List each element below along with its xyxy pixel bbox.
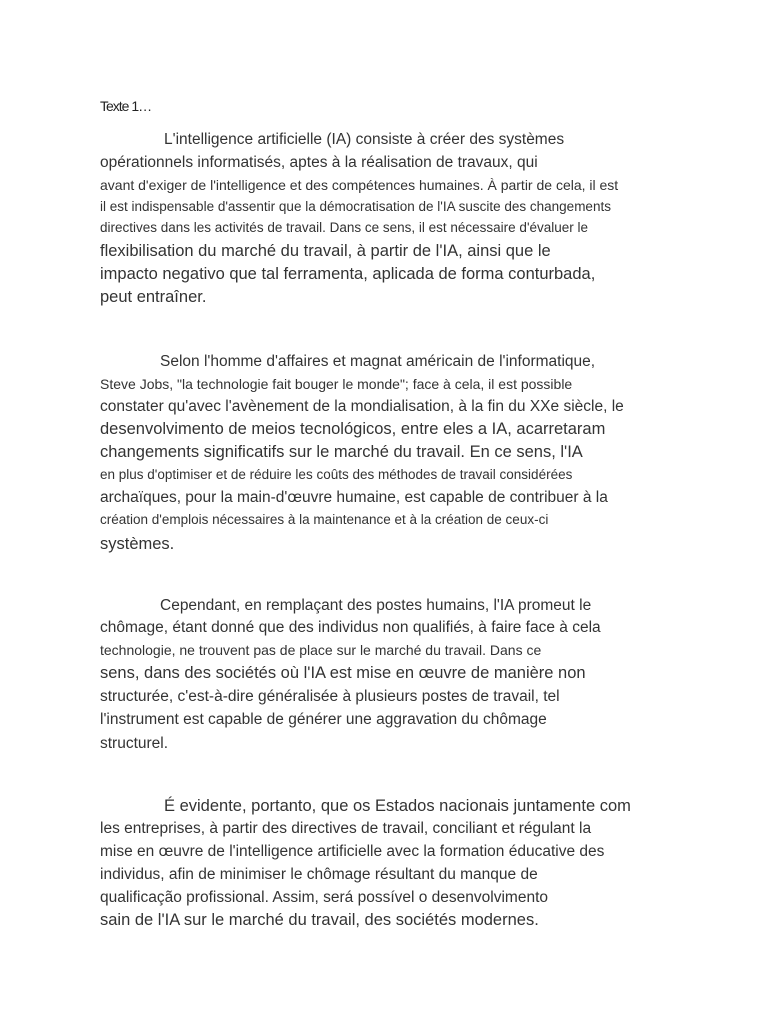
paragraph-1 [100,128,680,309]
paragraph-line: Steve Jobs, "la technologie fait bouger le monde"; face à cela, il est possible [100,376,573,392]
paragraph-4 [100,795,680,932]
paragraph-line: les entreprises, à partir des directives de travail, conciliant et régulant la [100,820,592,837]
paragraph-line: constater qu'avec l'avènement de la mondialisation, à la fin du XXe siècle, le [100,398,624,415]
paragraph-line: sens, dans des sociétés où l'IA est mise en œuvre de manière non [100,664,586,682]
paragraph-line: É evidente, portanto, que os Estados nacionais juntamente com [164,797,631,815]
paragraph-line: desenvolvimento de meios tecnológicos, entre eles a IA, acarretaram [100,420,606,438]
paragraph-line: mise en œuvre de l'intelligence artificielle avec la formation éducative des [100,843,605,860]
paragraph-line: création d'emplois nécessaires à la maintenance et à la création de ceux-ci [100,512,549,527]
paragraph-line: archaïques, pour la main-d'œuvre humaine, est capable de contribuer à la [100,489,608,506]
paragraph-line: individus, afin de minimiser le chômage résultant du manque de [100,866,538,883]
paragraph-line: directives dans les activités de travail. Dans ce sens, il est nécessaire d'évaluer le [100,220,589,235]
paragraph-line: changements significatifs sur le marché du travail. En ce sens, l'IA [100,443,583,461]
paragraph-line: avant d'exiger de l'intelligence et des compétences humaines. À partir de cela, il est [100,177,619,193]
paragraph-line: l'instrument est capable de générer une aggravation du chômage [100,711,547,728]
paragraph-line: peut entraîner. [100,288,207,306]
paragraph-line: chômage, étant donné que des individus non qualifiés, à faire face à cela [100,619,601,636]
paragraph-line: flexibilisation du marché du travail, à partir de l'IA, ainsi que le [100,242,551,260]
paragraph-line: structurée, c'est-à-dire généralisée à plusieurs postes de travail, tel [100,688,560,705]
document-title: Texte 1… [100,98,152,114]
paragraph-2 [100,350,680,557]
paragraph-line: L'intelligence artificielle (IA) consiste à créer des systèmes [164,131,565,148]
paragraph-line: Cependant, en remplaçant des postes humains, l'IA promeut le [160,597,592,614]
paragraph-line: Selon l'homme d'affaires et magnat américain de l'informatique, [160,353,596,370]
paragraph-line: structurel. [100,735,169,752]
paragraph-line: sain de l'IA sur le marché du travail, des sociétés modernes. [100,911,539,929]
paragraph-line: en plus d'optimiser et de réduire les coûts des méthodes de travail considérées [100,467,573,482]
paragraph-line: impacto negativo que tal ferramenta, aplicada de forma conturbada, [100,265,596,283]
paragraph-line: opérationnels informatisés, aptes à la réalisation de travaux, qui [100,154,538,171]
paragraph-line: qualificação profissional. Assim, será possível o desenvolvimento [100,889,549,906]
paragraph-line: technologie, ne trouvent pas de place sur le marché du travail. Dans ce [100,642,542,658]
paragraph-3 [100,594,680,756]
paragraph-line: il est indispensable d'assentir que la démocratisation de l'IA suscite des changements [100,199,611,214]
paragraph-line: systèmes. [100,535,175,553]
